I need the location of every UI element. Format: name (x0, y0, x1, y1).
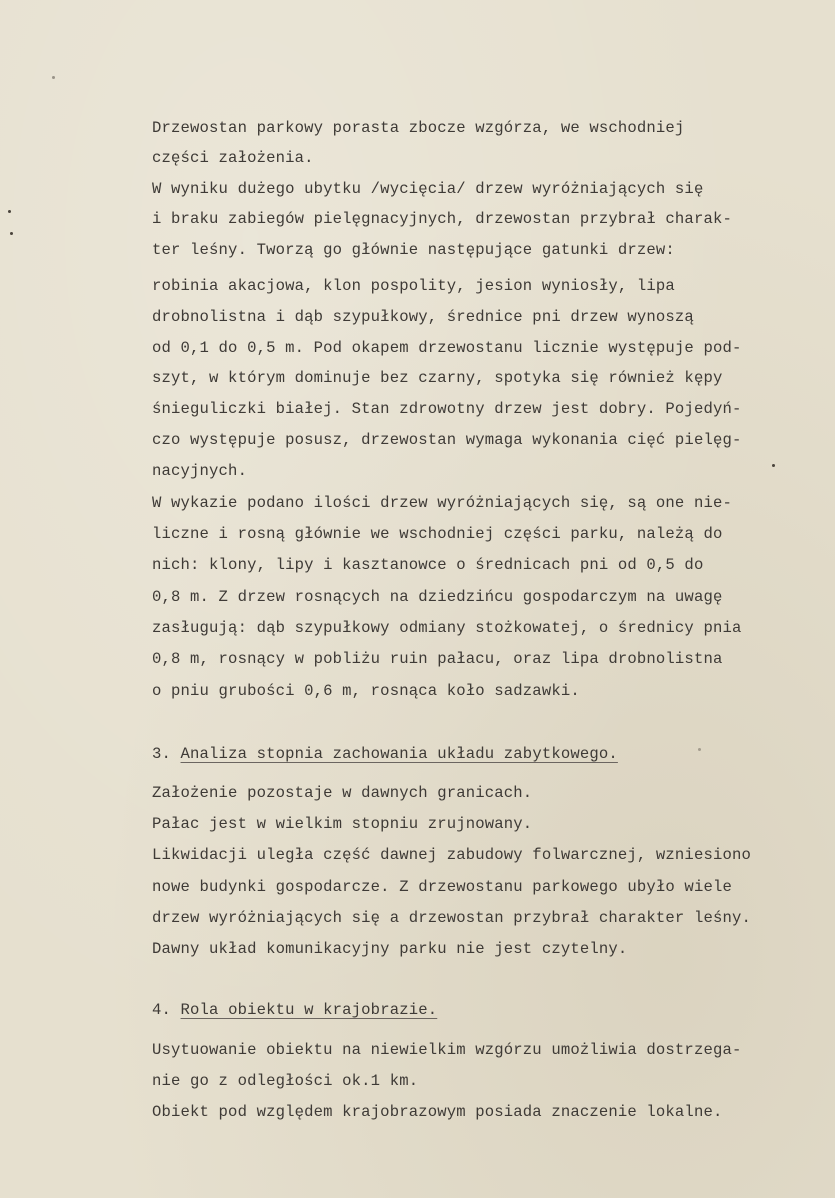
text-line: Obiekt pod względem krajobrazowym posiada znaczenie lokalne. (152, 1103, 723, 1121)
paper-speck (8, 210, 11, 213)
section-3-number: 3. (152, 745, 172, 763)
text-line: szyt, w którym dominuje bez czarny, spotyka się również kępy (152, 369, 723, 387)
text-line: nie go z odległości ok.1 km. (152, 1072, 419, 1090)
text-line: W wykazie podano ilości drzew wyróżniających się, są one nie- (152, 494, 732, 512)
section-4-heading (152, 1000, 437, 1020)
text-line: 0,8 m, rosnący w pobliżu ruin pałacu, oraz lipa drobnolistna (152, 650, 723, 668)
text-line: liczne i rosną głównie we wschodniej części parku, należą do (152, 525, 723, 543)
text-line: Dawny układ komunikacyjny parku nie jest czytelny. (152, 940, 628, 958)
text-line: części założenia. (152, 149, 314, 167)
paper-speck (10, 232, 13, 235)
text-line: czo występuje posusz, drzewostan wymaga wykonania cięć pielęg- (152, 431, 742, 449)
text-line: W wyniku dużego ubytku /wycięcia/ drzew wyróżniających się (152, 180, 704, 198)
section-4-number: 4. (152, 1001, 172, 1019)
section-3-title: Analiza stopnia zachowania układu zabytkowego. (180, 745, 618, 763)
text-line: Drzewostan parkowy porasta zbocze wzgórza, we wschodniej (152, 119, 685, 137)
section-3-heading (152, 744, 618, 764)
text-line: drzew wyróżniających się a drzewostan przybrał charakter leśny. (152, 909, 751, 927)
text-line: nich: klony, lipy i kasztanowce o średnicach pni od 0,5 do (152, 556, 704, 574)
text-line: Usytuowanie obiektu na niewielkim wzgórzu umożliwia dostrzega- (152, 1041, 742, 1059)
text-line: nacyjnych. (152, 462, 248, 480)
text-line: ter leśny. Tworzą go głównie następujące gatunki drzew: (152, 241, 675, 259)
text-line: Założenie pozostaje w dawnych granicach. (152, 784, 533, 802)
text-line: i braku zabiegów pielęgnacyjnych, drzewostan przybrał charak- (152, 210, 732, 228)
paper-speck (698, 748, 701, 751)
paper-speck (52, 76, 55, 79)
text-line: nowe budynki gospodarcze. Z drzewostanu parkowego ubyło wiele (152, 878, 732, 896)
text-line: od 0,1 do 0,5 m. Pod okapem drzewostanu licznie występuje pod- (152, 339, 742, 357)
text-line: drobnolistna i dąb szypułkowy, średnice pni drzew wynoszą (152, 308, 694, 326)
text-line: śnieguliczki białej. Stan zdrowotny drzew jest dobry. Pojedyń- (152, 400, 742, 418)
text-line: Likwidacji uległa część dawnej zabudowy folwarcznej, wzniesiono (152, 846, 751, 864)
text-line: o pniu grubości 0,6 m, rosnąca koło sadzawki. (152, 682, 580, 700)
section-4-title: Rola obiektu w krajobrazie. (180, 1001, 438, 1019)
text-line: robinia akacjowa, klon pospolity, jesion wyniosły, lipa (152, 277, 675, 295)
text-line: 0,8 m. Z drzew rosnących na dziedzińcu gospodarczym na uwagę (152, 588, 723, 606)
text-line: zasługują: dąb szypułkowy odmiany stożkowatej, o średnicy pnia (152, 619, 742, 637)
text-line: Pałac jest w wielkim stopniu zrujnowany. (152, 815, 533, 833)
paper-speck (772, 464, 775, 467)
